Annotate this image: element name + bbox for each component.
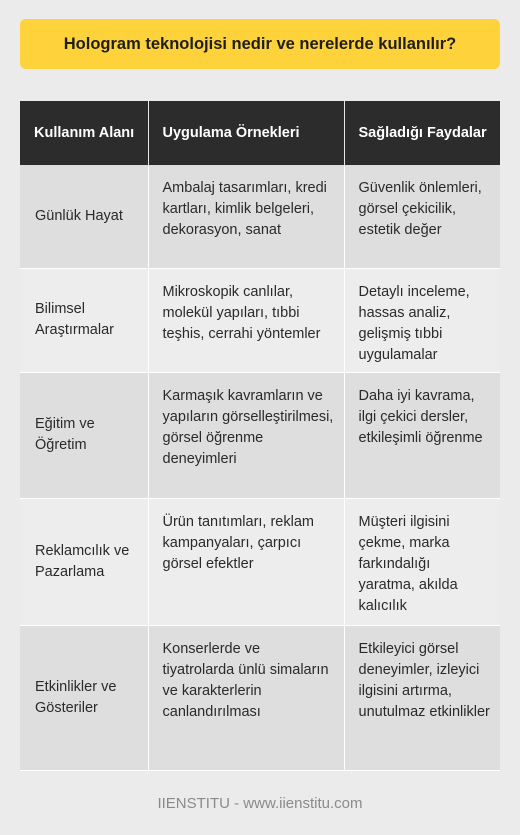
cell-usage-area: Eğitim ve Öğretim: [20, 372, 148, 498]
table-row: [20, 625, 500, 770]
cell-examples: Konserlerde ve tiyatrolarda ünlü simaların ve karakterlerin canlandırılması: [148, 625, 344, 770]
header-application-examples: Uygulama Örnekleri: [148, 101, 344, 165]
cell-usage-area: Bilimsel Araştırmalar: [20, 268, 148, 372]
cell-examples: Mikroskopik canlılar, molekül yapıları, tıbbi teşhis, cerrahi yöntemler: [148, 268, 344, 372]
table-row: [20, 372, 500, 498]
page-title: Hologram teknolojisi nedir ve nerelerde kullanılır?: [20, 19, 500, 69]
footer-credit: IIENSTITU - www.iienstitu.com: [157, 795, 363, 812]
table-row: [20, 165, 500, 268]
cell-benefits: Daha iyi kavrama, ilgi çekici dersler, etkileşimli öğrenme: [344, 372, 500, 498]
cell-examples: Karmaşık kavramların ve yapıların görselleştirilmesi, görsel öğrenme deneyimleri: [148, 372, 344, 498]
cell-usage-area: Reklamcılık ve Pazarlama: [20, 498, 148, 625]
cell-benefits: Etkileyici görsel deneyimler, izleyici ilgisini artırma, unutulmaz etkinlikler: [344, 625, 500, 770]
cell-examples: Ürün tanıtımları, reklam kampanyaları, çarpıcı görsel efektler: [148, 498, 344, 625]
cell-examples: Ambalaj tasarımları, kredi kartları, kimlik belgeleri, dekorasyon, sanat: [148, 165, 344, 268]
table-row: [20, 268, 500, 372]
header-benefits: Sağladığı Faydalar: [344, 101, 500, 165]
usage-table: [20, 101, 500, 771]
cell-benefits: Müşteri ilgisini çekme, marka farkındalığı yaratma, akılda kalıcılık: [344, 498, 500, 625]
table-row: [20, 498, 500, 625]
header-usage-area: Kullanım Alanı: [20, 101, 148, 165]
cell-usage-area: Etkinlikler ve Gösteriler: [20, 625, 148, 770]
cell-benefits: Detaylı inceleme, hassas analiz, gelişmiş tıbbi uygulamalar: [344, 268, 500, 372]
cell-usage-area: Günlük Hayat: [20, 165, 148, 268]
table-header-row: [20, 101, 500, 165]
cell-benefits: Güvenlik önlemleri, görsel çekicilik, estetik değer: [344, 165, 500, 268]
